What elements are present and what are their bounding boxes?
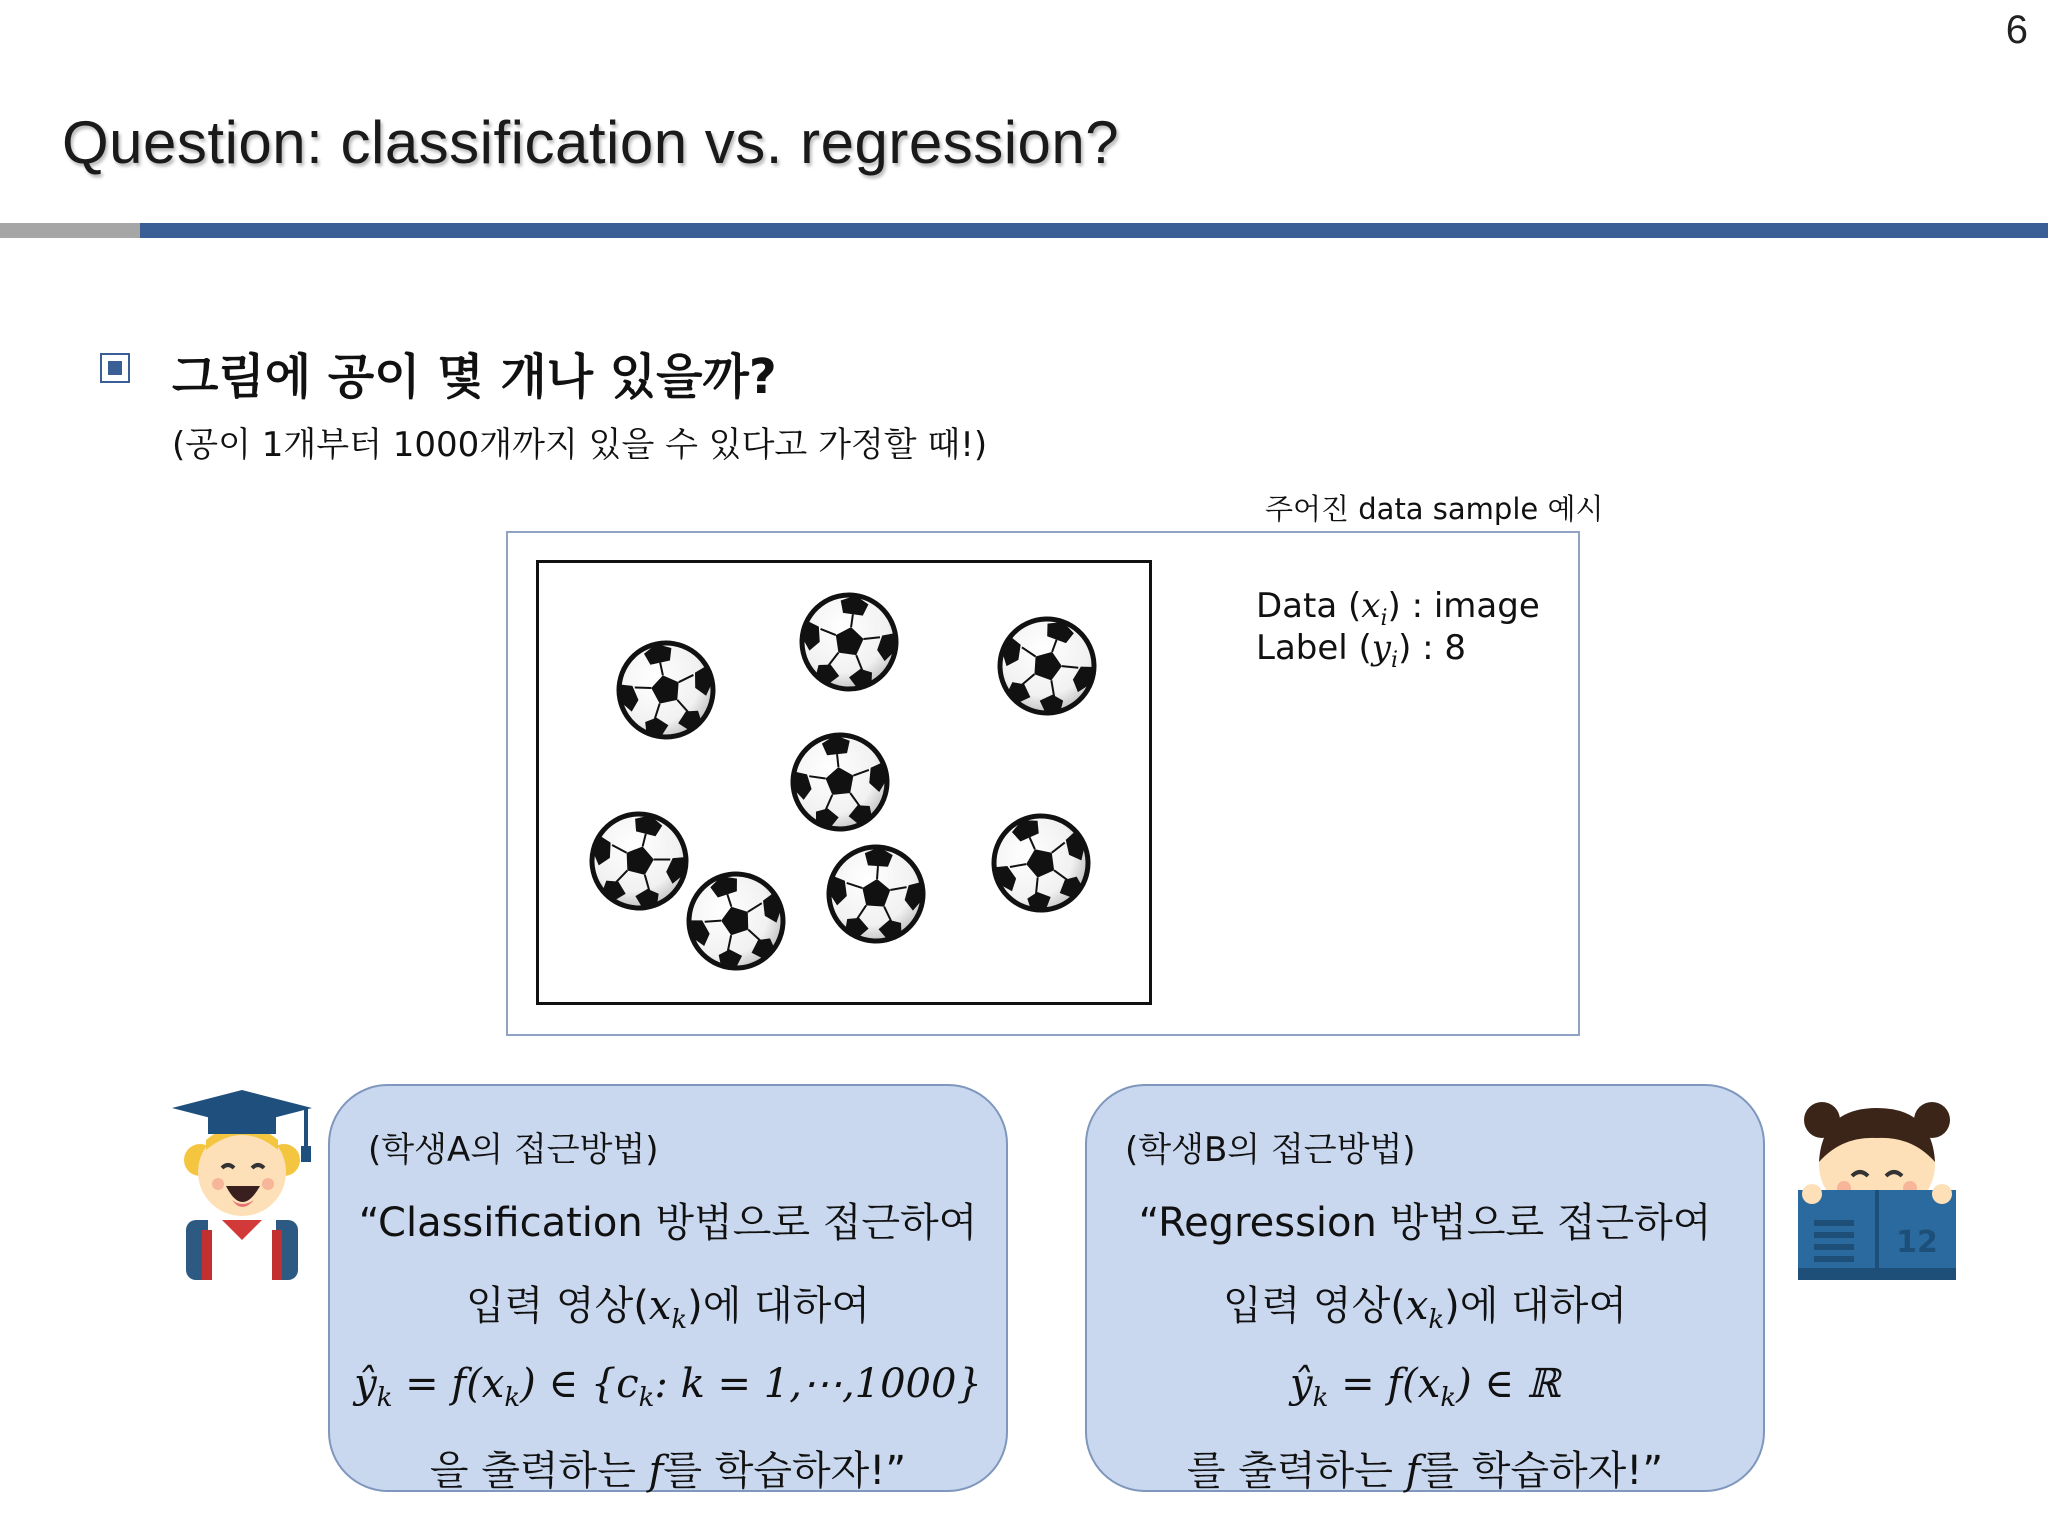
title-rule-gray [0,223,140,238]
title-rule-blue [140,223,2048,238]
student-a-approach-bubble [328,1084,1008,1492]
student-a-formula: $ŷ_k = f(x_k)$ ∈ {$c_k$: k = 1,⋯,1000} [354,1361,982,1413]
student-a-line1: “Classification 방법으로 접근하여 [358,1200,978,1246]
student-b-formula: $ŷ_k = f(x_k)$ ∈ ℝ [1290,1361,1560,1413]
soccer-ball-icon [796,589,902,695]
checkbox-bullet-icon [100,353,130,383]
student-b-line1: “Regression 방법으로 접근하여 [1138,1200,1712,1246]
soccer-ball-icon [677,862,795,980]
soccer-ball-icon [979,801,1103,925]
svg-text:12: 12 [1896,1225,1938,1260]
reading-girl-avatar [1792,1090,1962,1280]
student-a-line4: 을 출력하는 f를 학습하자!” [429,1448,907,1494]
label-line: Label $(y_i)$ : 8 [1256,628,1467,673]
soccer-ball-icon [610,634,721,745]
soccer-ball-icon [987,606,1107,726]
sample-image [536,560,1152,1005]
sample-caption: 주어진 data sample 예시 [1265,492,1604,526]
question-heading: 그림에 공이 몇 개나 있을까? [172,349,777,405]
graduate-student-avatar [170,1090,320,1280]
student-a-line2: 입력 영상$(x_k)$에 대하여 [465,1283,871,1335]
data-label-line: Data $(x_i)$ : image [1256,586,1540,631]
student-b-line4: 를 출력하는 f를 학습하자!” [1186,1448,1664,1494]
student-b-heading: (학생B의 접근방법) [1125,1130,1416,1170]
student-b-approach-bubble [1085,1084,1765,1492]
page-number: 6 [2005,8,2028,52]
soccer-ball-icon [788,730,891,833]
slide-title: Question: classification vs. regression? [62,109,1120,176]
soccer-ball-icon [826,844,926,944]
student-b-line2: 입력 영상$(x_k)$에 대하여 [1222,1283,1628,1335]
student-a-heading: (학생A의 접근방법) [368,1130,659,1170]
soccer-ball-icon [582,804,696,918]
question-assumption: (공이 1개부터 1000개까지 있을 수 있다고 가정할 때!) [172,425,988,465]
